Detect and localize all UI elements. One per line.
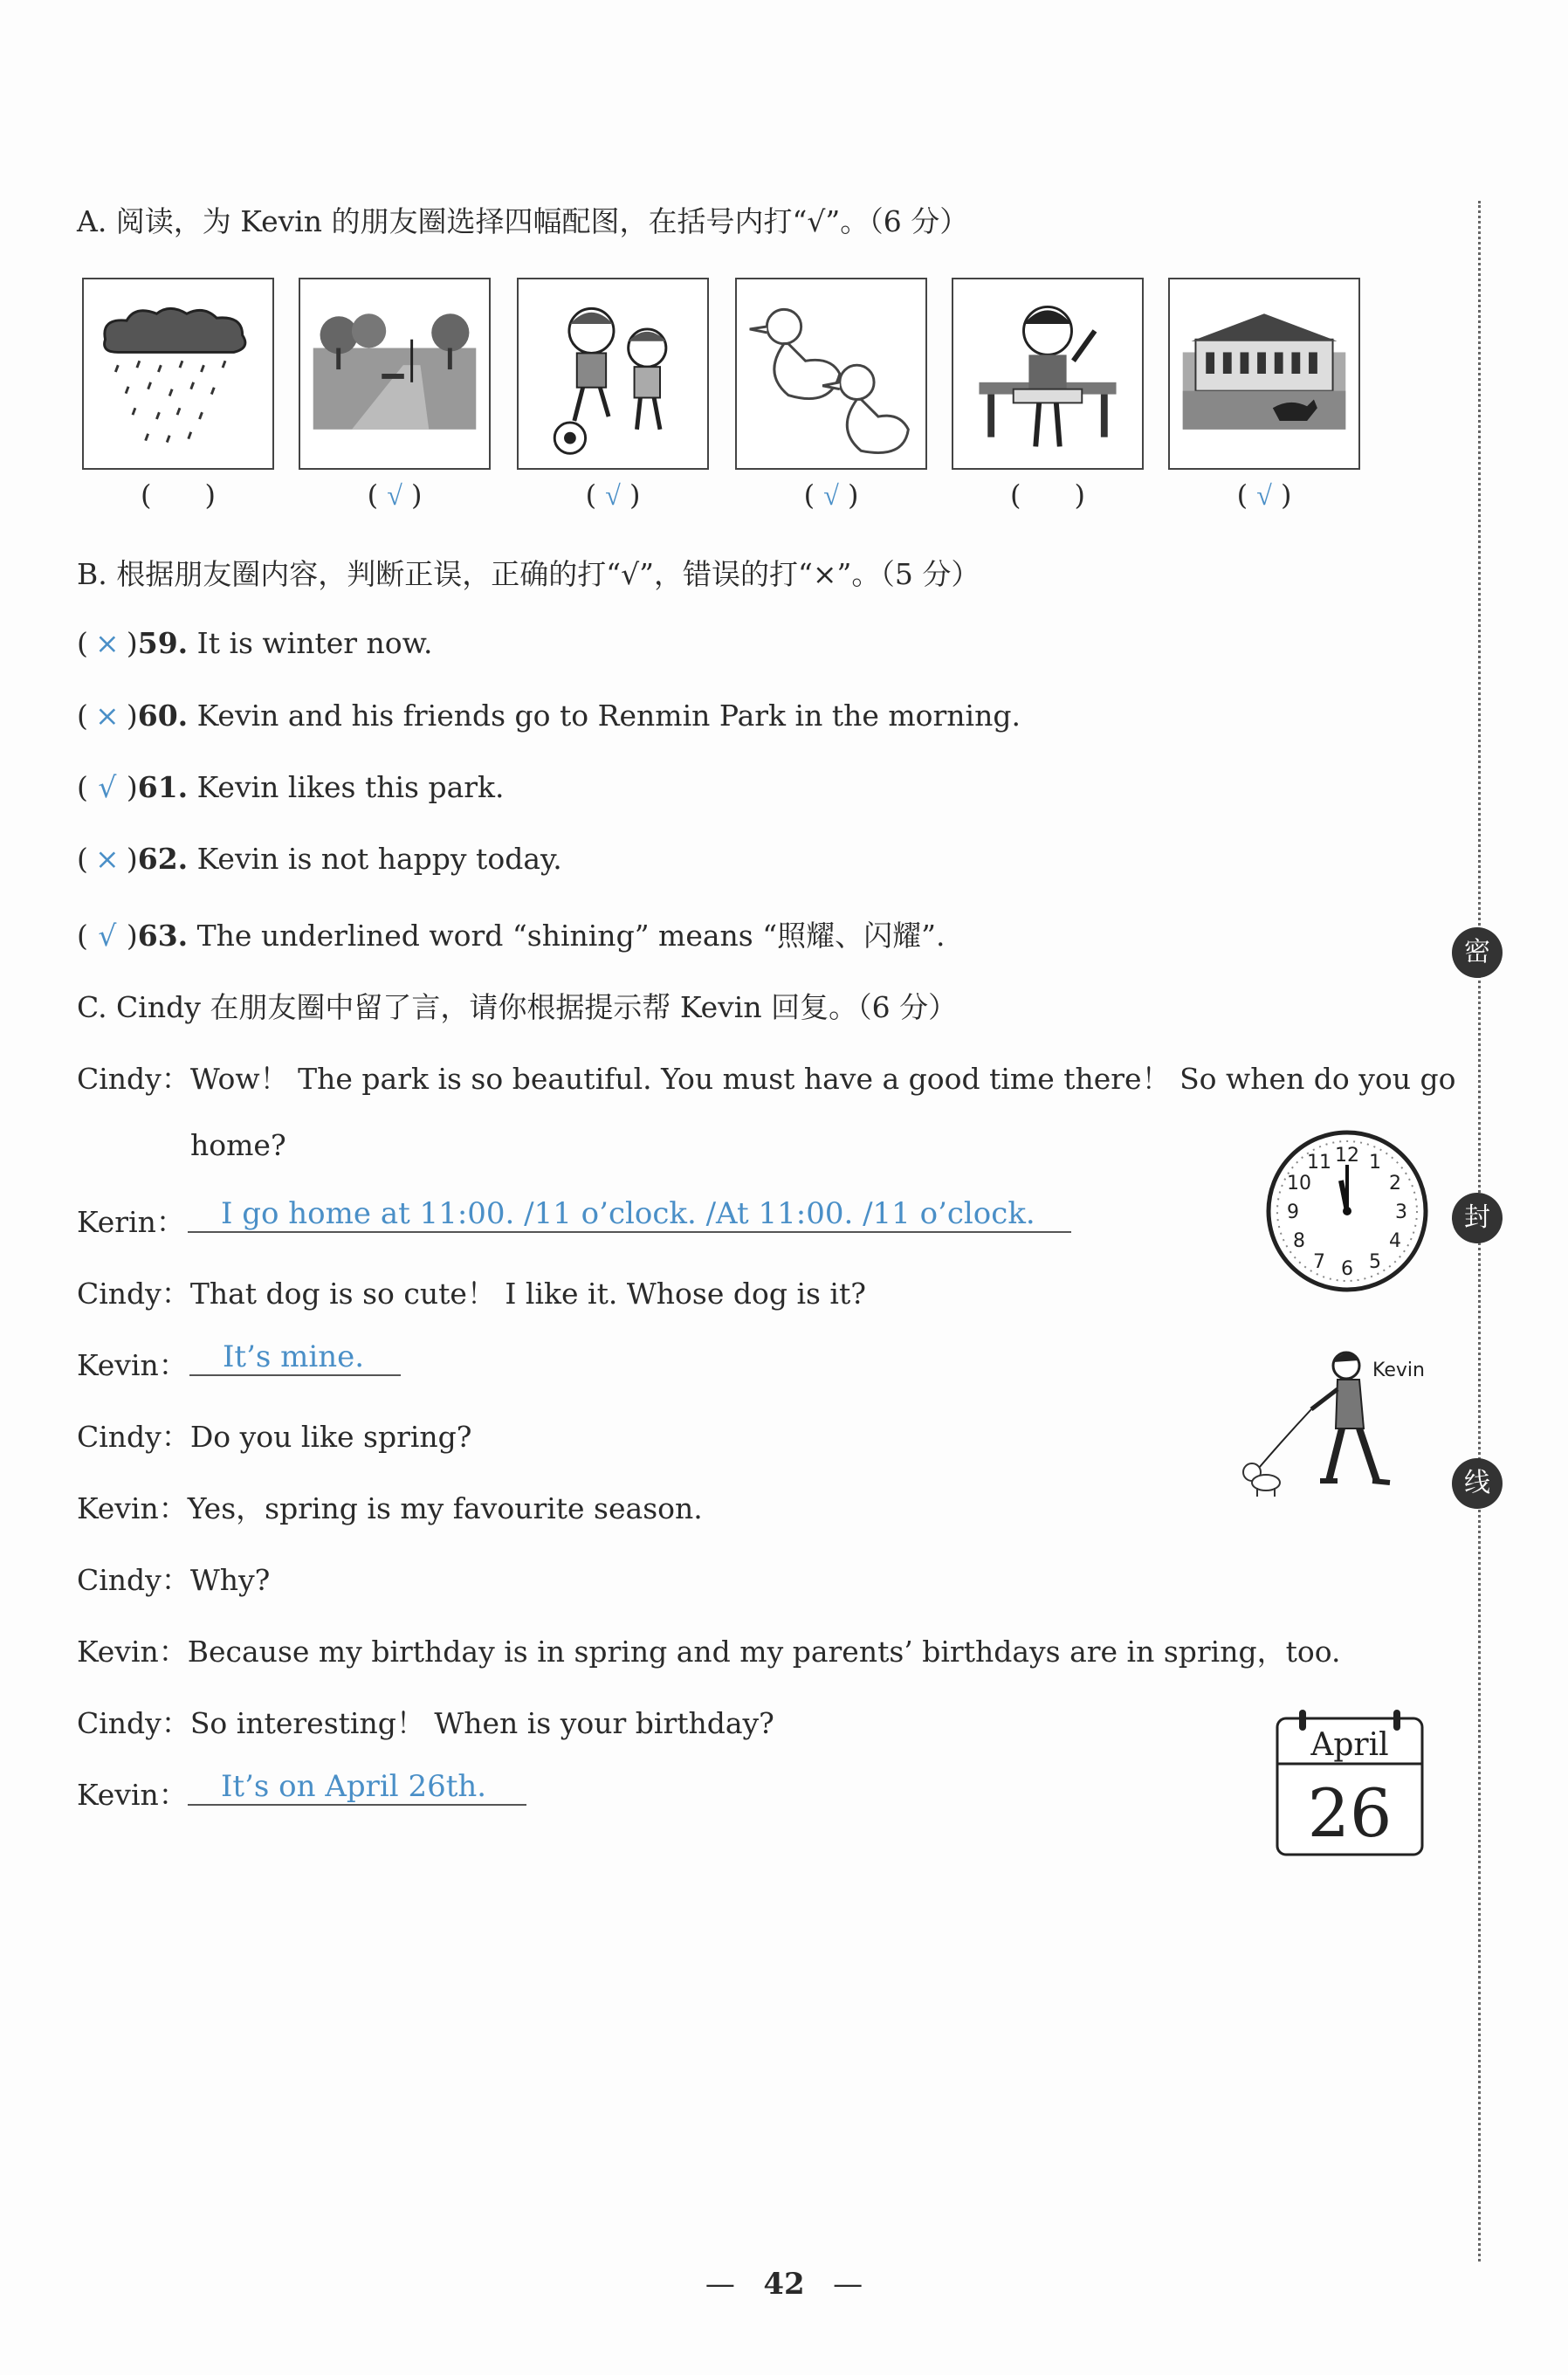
- question-number: 59.: [137, 626, 189, 660]
- page-number: — 42 —: [705, 2267, 863, 2302]
- dialogue-text: Because my birthday is in spring and my parents’ birthdays are in spring，too.: [187, 1635, 1341, 1669]
- clock-number: 3: [1395, 1201, 1407, 1223]
- question-text: The underlined word “shining” means “照耀、闪耀”.: [188, 919, 946, 953]
- house-dog-image: [1168, 278, 1360, 470]
- answer-line-whose-dog: It’s mine.: [189, 1339, 401, 1376]
- clock-number: 1: [1369, 1152, 1381, 1174]
- question-number: 63.: [137, 919, 189, 953]
- clock-number: 5: [1369, 1251, 1381, 1273]
- seal-feng: 封: [1452, 1193, 1503, 1243]
- question-63: ( √ )63. The underlined word “shining” means “照耀、闪耀”.: [77, 919, 946, 953]
- speaker: Cindy：: [77, 1706, 190, 1740]
- calendar-day: 26: [1307, 1774, 1393, 1852]
- clock-number: 9: [1287, 1201, 1299, 1223]
- question-text: Kevin likes this park.: [188, 770, 505, 804]
- answer-mark-4: √: [823, 479, 839, 511]
- calendar-month: April: [1310, 1727, 1389, 1763]
- rain-cloud-image: [82, 278, 274, 470]
- tf-mark-61: √: [98, 770, 117, 804]
- question-59: ( × )59. It is winter now.: [77, 626, 433, 660]
- answer-paren-2: ( √ ): [367, 478, 423, 512]
- clock-number: 12: [1335, 1145, 1359, 1167]
- section-c-heading: C. Cindy 在朋友圈中留了言，请你根据提示帮 Kevin 回复。（6 分）: [77, 990, 958, 1024]
- clock-number: 4: [1389, 1230, 1401, 1252]
- page-number-value: 42: [763, 2267, 805, 2302]
- dialogue-text: Yes，spring is my favourite season.: [187, 1491, 703, 1525]
- question-number: 62.: [137, 842, 189, 876]
- speaker: Cindy：: [77, 1062, 190, 1096]
- dialogue-line-6: [77, 1486, 703, 1527]
- clock-number: 10: [1287, 1173, 1311, 1194]
- question-61: ( √ )61. Kevin likes this park.: [77, 770, 505, 804]
- park-image: [299, 278, 491, 470]
- dialogue-text: So interesting！ When is your birthday?: [189, 1706, 774, 1740]
- answer-mark-3: √: [605, 479, 621, 511]
- section-a-heading: A. 阅读，为 Kevin 的朋友圈选择四幅配图，在括号内打“√”。（6 分）: [77, 204, 969, 238]
- kevin-walking-dog-image: [1233, 1341, 1434, 1507]
- clock-number: 11: [1307, 1152, 1331, 1174]
- answer-line-home-time: I go home at 11:00. /11 o’clock. /At 11:00. /11 o’clock.: [188, 1196, 1071, 1233]
- speaker: Cindy：: [77, 1563, 190, 1597]
- dialogue-text: Why?: [189, 1563, 271, 1597]
- speaker: Cindy：: [77, 1420, 190, 1454]
- clock-number: 7: [1313, 1251, 1325, 1273]
- boy-reading-bench-image: [952, 278, 1144, 470]
- seal-mi: 密: [1452, 927, 1503, 978]
- answer-paren-3: ( √ ): [585, 478, 641, 512]
- dialogue-line-9: [77, 1701, 774, 1742]
- answer-paren-1: ( ): [141, 478, 216, 512]
- speaker: Kevin：: [77, 1348, 188, 1382]
- speaker: Kevin：: [77, 1491, 188, 1525]
- calendar-image: [1275, 1710, 1425, 1858]
- dialogue-line-1: [77, 1057, 1456, 1098]
- tf-mark-59: ×: [95, 626, 120, 660]
- answer-mark-2: √: [387, 479, 402, 511]
- clock-number: 2: [1389, 1173, 1401, 1194]
- dialogue-line-3: [77, 1271, 866, 1312]
- speaker: Kerin：: [77, 1205, 185, 1239]
- question-number: 60.: [137, 699, 189, 733]
- answer-mark-6: √: [1256, 479, 1272, 511]
- tf-mark-60: ×: [95, 699, 120, 733]
- clock-image: [1264, 1128, 1430, 1294]
- question-text: Kevin is not happy today.: [188, 842, 562, 876]
- question-62: ( × )62. Kevin is not happy today.: [77, 842, 562, 876]
- tf-mark-62: ×: [95, 842, 120, 876]
- ducks-image: [735, 278, 927, 470]
- question-text: It is winter now.: [188, 626, 433, 660]
- clock-number: 6: [1341, 1258, 1353, 1280]
- speaker: Kevin：: [77, 1635, 188, 1669]
- seal-xian: 线: [1452, 1458, 1503, 1509]
- question-60: ( × )60. Kevin and his friends go to Renmin Park in the morning.: [77, 699, 1021, 733]
- tf-mark-63: √: [98, 919, 117, 953]
- dialogue-text: Do you like spring?: [189, 1420, 472, 1454]
- kevin-label: Kevin: [1372, 1360, 1425, 1381]
- dialogue-text: Wow！ The park is so beautiful. You must have a good time there！ So when do you go: [189, 1062, 1456, 1096]
- answer-paren-4: ( √ ): [803, 478, 859, 512]
- dialogue-line-1-cont: home?: [190, 1128, 286, 1162]
- clock-number: 8: [1293, 1230, 1305, 1252]
- answer-paren-5: ( ): [1010, 478, 1085, 512]
- dialogue-line-8: [77, 1629, 1341, 1670]
- question-text: Kevin and his friends go to Renmin Park in the morning.: [188, 699, 1021, 733]
- dialogue-line-5: [77, 1415, 471, 1456]
- section-b-heading: B. 根据朋友圈内容，判断正误，正确的打“√”，错误的打“×”。（5 分）: [77, 557, 980, 591]
- dialogue-text: That dog is so cute！ I like it. Whose dog is it?: [189, 1277, 866, 1311]
- question-number: 61.: [137, 770, 189, 804]
- speaker: Kevin：: [77, 1778, 188, 1812]
- answer-line-birthday: It’s on April 26th.: [188, 1769, 526, 1806]
- speaker: Cindy：: [77, 1277, 190, 1311]
- boys-football-image: [517, 278, 709, 470]
- dialogue-line-7: [77, 1558, 270, 1599]
- answer-paren-6: ( √ ): [1236, 478, 1292, 512]
